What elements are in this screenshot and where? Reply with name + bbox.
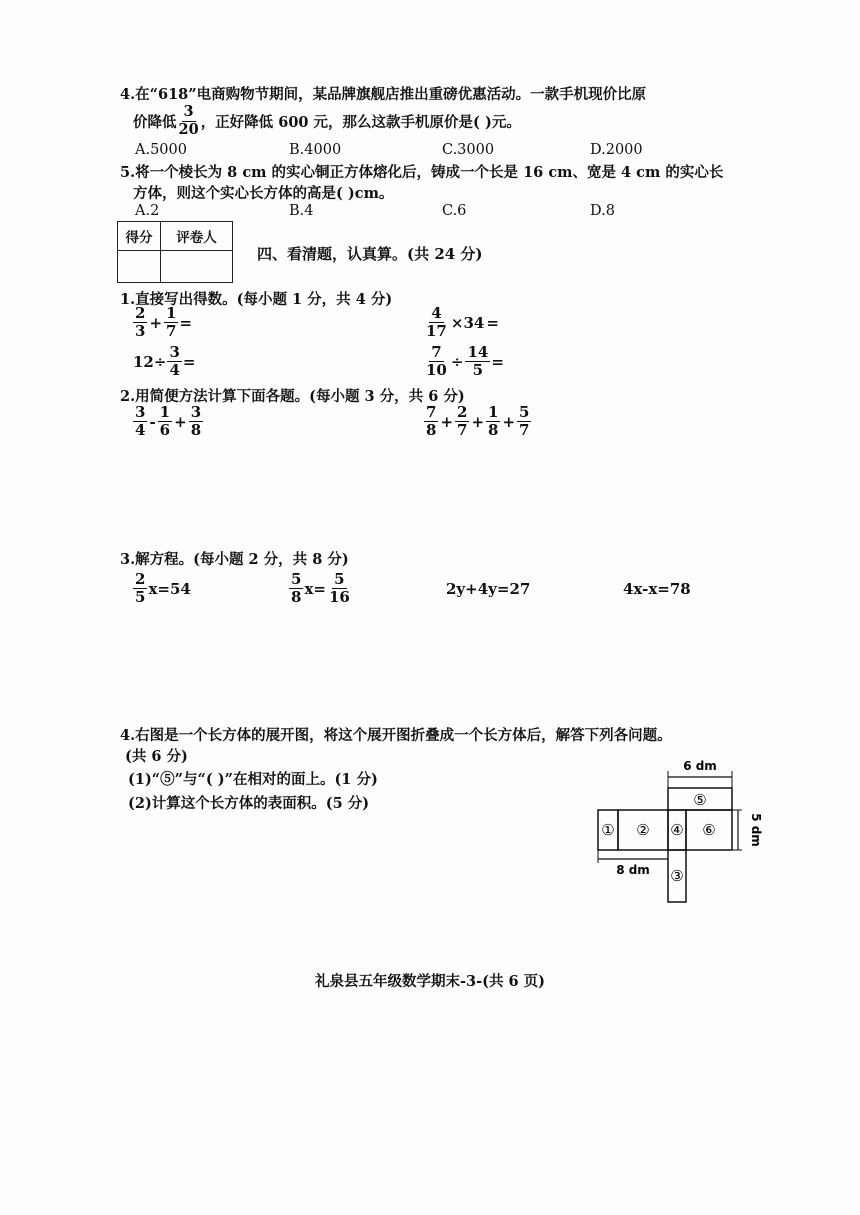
- score-cell[interactable]: [118, 251, 161, 282]
- q4-fraction: $\frac{3}{20}$: [178, 103, 199, 138]
- q4-line2: [133, 105, 521, 137]
- p1-item-1: $\frac{2}{3}$ + $\frac{1}{7}$ =: [135, 304, 193, 340]
- p3-title: 3.解方程。(每小题 2 分，共 8 分): [120, 551, 349, 568]
- score-label: 得分: [118, 222, 161, 250]
- p4-line1: 4.右图是一个长方体的展开图，将这个展开图折叠成一个长方体后，解答下列各问题。: [120, 727, 672, 744]
- p1-title: 1.直接写出得数。(每小题 1 分，共 4 分): [120, 291, 393, 308]
- face-6-label: ⑥: [702, 821, 716, 839]
- cuboid-net-diagram: [590, 755, 765, 905]
- q4-line2-post: ，正好降低 600 元，那么这款手机原价是( )元。: [200, 113, 521, 131]
- p3-equation-3: 2y+4y=27: [446, 580, 531, 598]
- q5-line1: 5.将一个棱长为 8 cm 的实心铜正方体熔化后，铸成一个长是 16 cm、宽是 4 cm 的实心长: [120, 164, 724, 181]
- q5-line2: 方体，则这个实心长方体的高是( )cm。: [133, 185, 394, 202]
- p4-sub2: (2)计算这个长方体的表面积。(5 分): [128, 795, 370, 812]
- grader-cell[interactable]: [161, 251, 232, 282]
- p2-expression-1: $\frac{3}{4}$ - $\frac{1}{6}$ + $\frac{3}{8}$: [135, 403, 202, 439]
- q5-option-a: A.2: [135, 203, 160, 219]
- q4-option-b: B.4000: [289, 142, 342, 158]
- p3-equation-2: $\frac{5}{8}$ x= $\frac{5}{16}$: [291, 570, 350, 606]
- score-table: [117, 221, 233, 283]
- face-1-label: ①: [601, 821, 615, 839]
- p4-line2: (共 6 分): [125, 748, 188, 765]
- face-3-label: ③: [670, 867, 684, 885]
- p1-item-2: $\frac{4}{17}$ ×34 =: [426, 304, 499, 340]
- face-2-label: ②: [636, 821, 650, 839]
- bottom-dim-label: 8 dm: [616, 863, 650, 877]
- q5-option-d: D.8: [590, 203, 615, 219]
- face-4-label: ④: [670, 821, 684, 839]
- top-dim-label: 6 dm: [683, 759, 717, 773]
- grader-label: 评卷人: [176, 230, 217, 246]
- p2-expression-2: $\frac{7}{8}$ + $\frac{2}{7}$ + $\frac{1}{8}$ + $\frac{5}{7}$: [426, 403, 530, 439]
- p3-equation-4: 4x-x=78: [623, 580, 691, 598]
- face-5-label: ⑤: [693, 791, 707, 809]
- p3-equation-1: $\frac{2}{5}$ x=54: [135, 570, 191, 606]
- page-footer: 礼泉县五年级数学期末-3-(共 6 页): [314, 973, 546, 990]
- p4-sub1: (1)“⑤”与“( )”在相对的面上。(1 分): [128, 771, 378, 788]
- q4-option-a: A.5000: [135, 142, 187, 158]
- q4-line1: 4.在“618”电商购物节期间，某品牌旗舰店推出重磅优惠活动。一款手机现价比原: [120, 86, 647, 103]
- q5-option-b: B.4: [289, 203, 314, 219]
- q4-option-c: C.3000: [442, 142, 495, 158]
- p1-item-3: 12÷ $\frac{3}{4}$ =: [133, 343, 196, 379]
- section4-title: 四、看清题，认真算。(共 24 分): [257, 245, 483, 263]
- side-dim-label: 5 dm: [749, 813, 763, 847]
- q4-option-d: D.2000: [590, 142, 643, 158]
- p1-item-4: $\frac{7}{10}$ ÷ $\frac{14}{5}$ =: [426, 343, 504, 379]
- q4-line2-pre: 价降低: [133, 113, 177, 131]
- p2-title: 2.用简便方法计算下面各题。(每小题 3 分，共 6 分): [120, 388, 465, 405]
- q5-option-c: C.6: [442, 203, 467, 219]
